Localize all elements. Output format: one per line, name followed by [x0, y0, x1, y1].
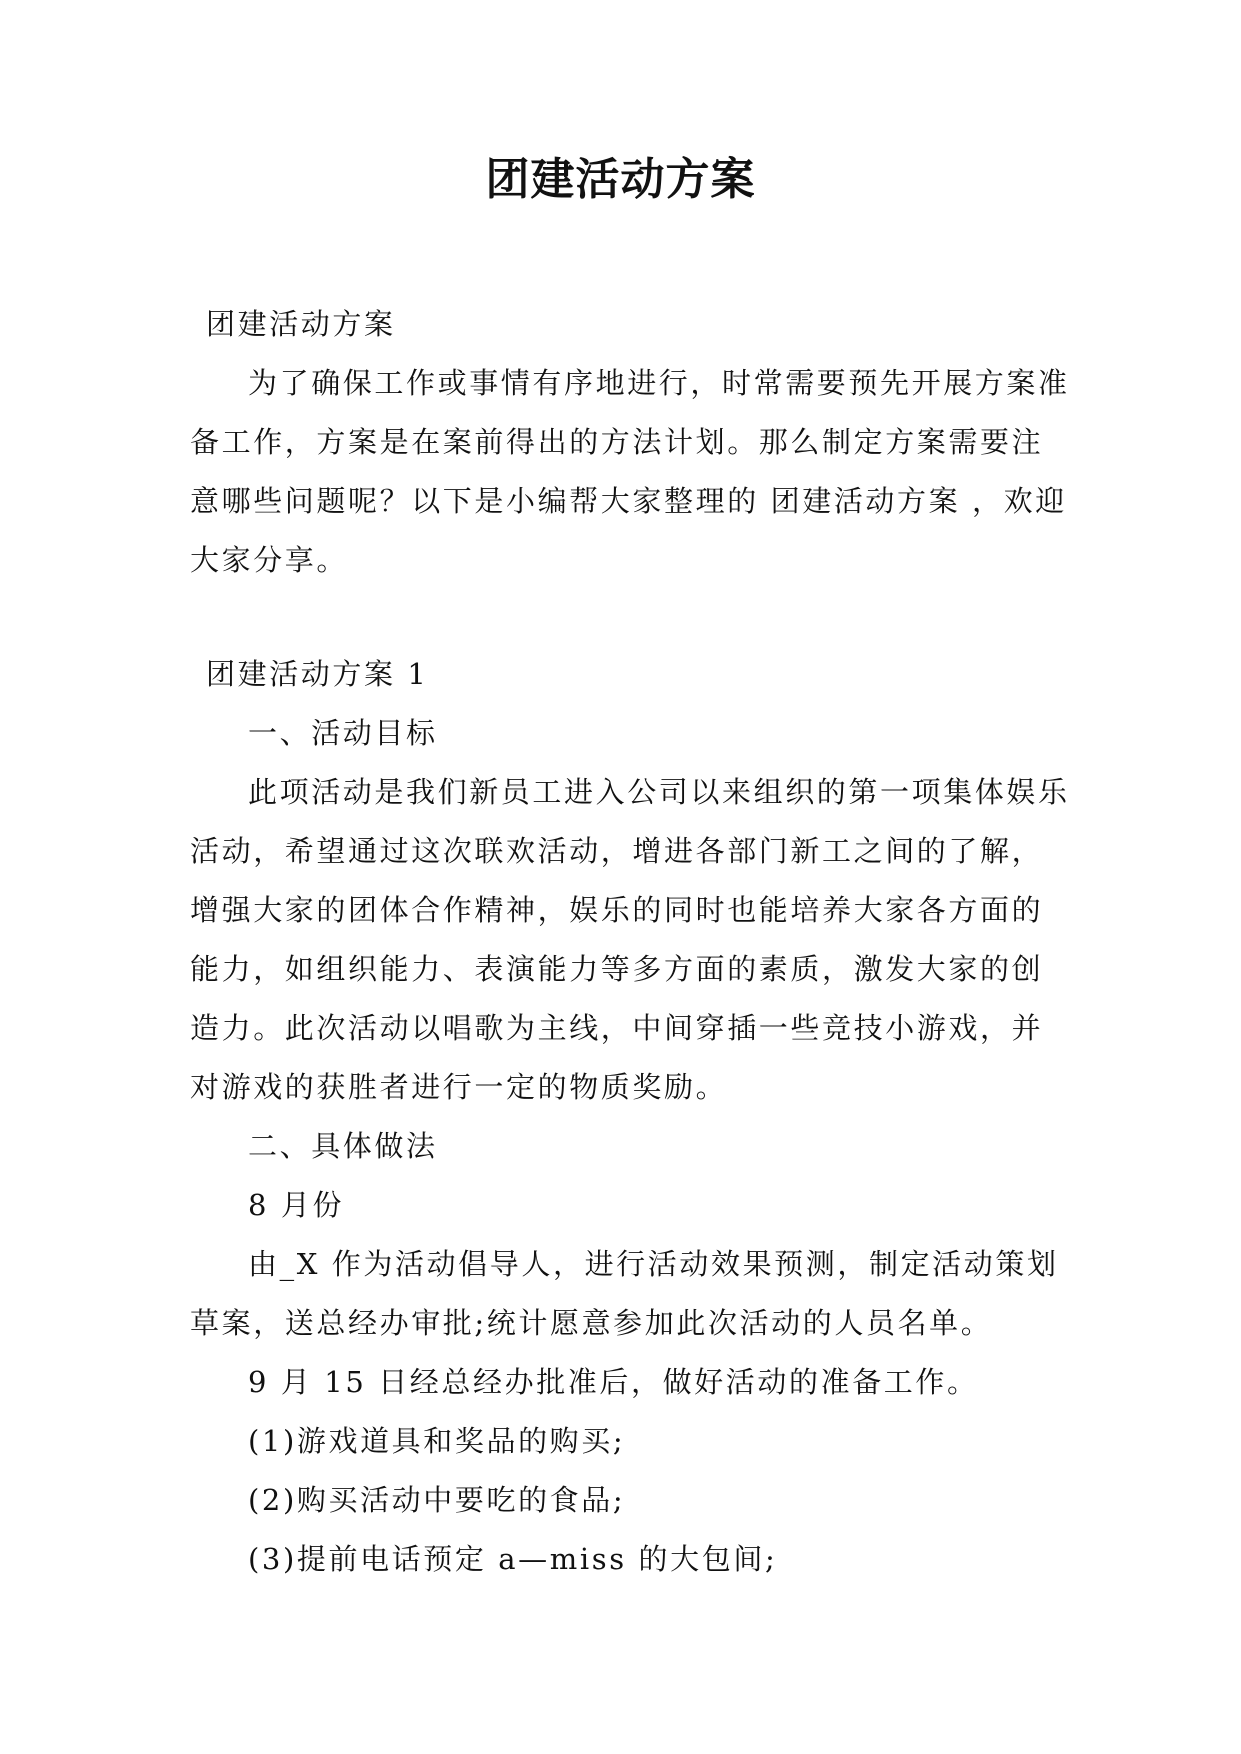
section-title: 团建活动方案 1 — [206, 657, 429, 691]
goal-paragraph: 此项活动是我们新员工进入公司以来组织的第一项集体娱乐活动，希望通过这次联欢活动，增进各部门新工之间的了解，增强大家的团体合作精神，娱乐的同时也能培养大家各方面的能力，如组织能力、表演能力等多方面的素质，激发大家的创造力。此次活动以唱歌为主线，中间穿插一些竞技小游戏，并对游戏的获胜者进行一定的物质奖励。 — [190, 775, 1070, 1104]
list-item: (1)游戏道具和奖品的购买; — [248, 1424, 626, 1458]
document-subtitle: 团建活动方案 — [206, 307, 396, 341]
month-label: 8 月份 — [248, 1188, 345, 1222]
list-item: (2)购买活动中要吃的食品; — [248, 1483, 626, 1517]
document-title: 团建活动方案 — [485, 154, 756, 205]
august-paragraph: 由_X 作为活动倡导人，进行活动效果预测，制定活动策划草案，送总经办审批;统计愿意参加此次活动的人员名单。 — [190, 1247, 1059, 1340]
list-item: (3)提前电话预定 a—miss 的大包间; — [248, 1542, 778, 1576]
method-heading: 二、具体做法 — [248, 1129, 438, 1163]
september-paragraph: 9 月 15 日经总经办批准后，做好活动的准备工作。 — [248, 1365, 979, 1399]
document-body — [190, 295, 1070, 1589]
goal-heading: 一、活动目标 — [248, 716, 438, 750]
section-spacer — [190, 590, 1070, 645]
intro-paragraph: 为了确保工作或事情有序地进行，时常需要预先开展方案准备工作，方案是在案前得出的方法计划。那么制定方案需要注意哪些问题呢？以下是小编帮大家整理的 团建活动方案 ，欢迎大家分享。 — [190, 366, 1070, 577]
